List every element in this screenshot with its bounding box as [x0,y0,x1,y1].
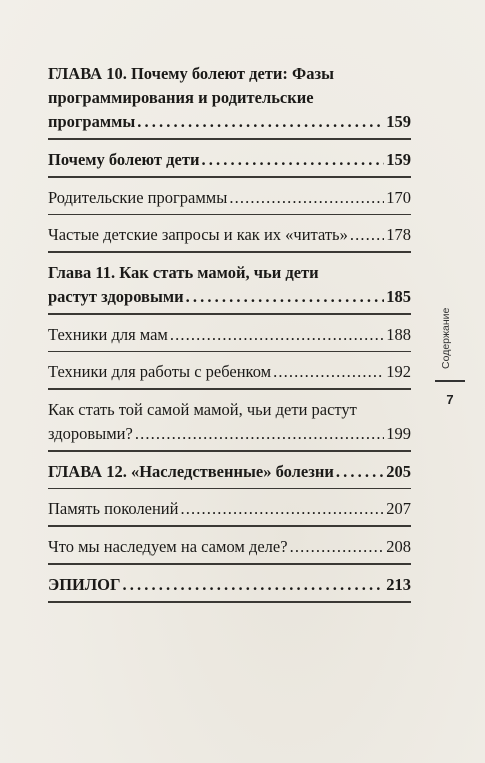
divider [48,251,411,253]
toc-entry [48,223,411,247]
toc-entry-title: растут здоровыми [48,287,184,306]
toc-page-number: 159 [386,150,411,169]
toc-page-number: 207 [386,499,411,518]
toc-entry-title-line: Глава 11. Как стать мамой, чьи дети [48,263,319,282]
dot-leader [229,186,384,210]
toc-entry-title-line: программирования и родительские [48,88,314,107]
margin-divider [435,380,465,382]
toc-page-number: 159 [386,112,411,131]
dot-leader [186,285,385,309]
toc-entry-title: Частые детские запросы и как их «читать» [48,225,348,244]
toc-entry-title-line: Как стать той самой мамой, чьи дети растут [48,399,357,419]
toc-entry-title: Родительские программы [48,187,228,207]
toc-page-number: 170 [386,187,411,207]
toc-entry-title: программы [48,112,136,131]
toc-entry-chapter-10 [48,62,411,134]
toc-entry-title: Что мы наследуем на самом деле? [48,536,288,556]
toc-page-number: 178 [386,225,411,244]
dot-leader [170,323,384,347]
toc-entry [48,186,411,210]
toc-entry [48,323,411,347]
dot-leader [273,360,384,384]
divider [48,313,411,315]
divider [48,176,411,178]
divider [48,138,411,140]
toc-page-number: 213 [386,574,411,594]
show-through-texture [45,430,435,720]
toc-page-number: 188 [386,324,411,344]
page-number: 7 [446,392,454,407]
toc-page-number: 185 [386,287,411,306]
toc-entry-title-line: ГЛАВА 10. Почему болеют дети: Фазы [48,64,334,83]
toc-entry-title: Почему болеют дети [48,150,200,169]
dot-leader [201,148,384,172]
toc-entry-title: ЭПИЛОГ [48,574,121,594]
toc-entry-title: Техники для мам [48,324,168,344]
dot-leader [137,110,384,134]
toc-entry-chapter-11 [48,261,411,309]
dot-leader [350,223,384,247]
toc-entry [48,148,411,172]
page-margin-marker [433,300,469,420]
divider [48,351,411,353]
section-label: Содержание [440,307,452,369]
toc-page-number: 208 [386,536,411,556]
toc-page-number: 199 [386,423,411,443]
toc-page-number: 205 [386,461,411,481]
toc-entry-title: Техники для работы с ребенком [48,362,272,381]
divider [48,388,411,390]
toc-entry-title: Память поколений [48,499,179,518]
toc-entry [48,360,411,384]
divider [48,214,411,216]
toc-page-number: 192 [386,362,411,381]
toc-entry-title: ГЛАВА 12. «Наследственные» болезни [48,461,334,481]
toc-entry-title: здоровыми? [48,423,133,443]
